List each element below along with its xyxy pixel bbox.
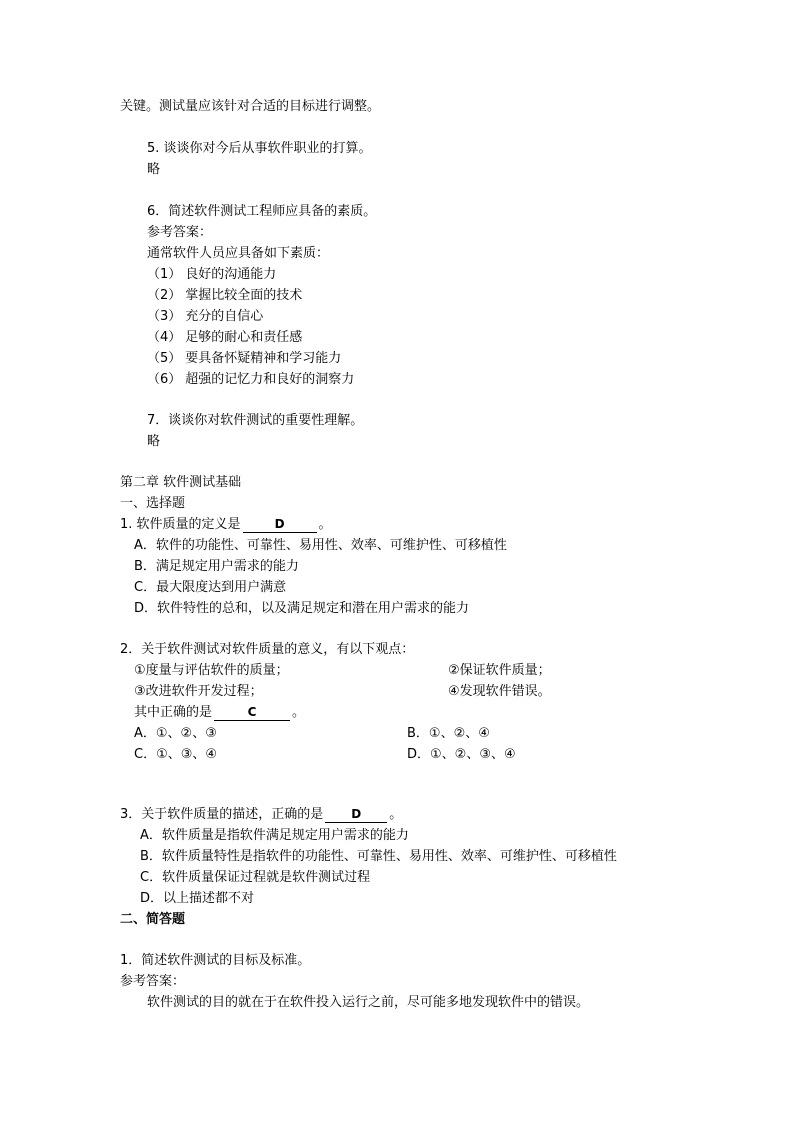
mc2-option-c: C．①、③、④	[134, 747, 218, 762]
mc1-option-a: A．软件的功能性、可靠性、易用性、效率、可维护性、可移植性	[134, 538, 507, 553]
question-5: 5. 谈谈你对今后从事软件职业的打算。	[147, 141, 372, 156]
mc2-answer-blank: C	[214, 705, 290, 721]
quality-item-text: 掌握比较全面的技术	[185, 288, 303, 303]
quality-item-text: 超强的记忆力和良好的洞察力	[185, 372, 355, 387]
question-6-ref-label: 参考答案：	[147, 225, 213, 240]
chapter-title: 第二章 软件测试基础	[120, 475, 242, 490]
mc3-stem-end: 。	[389, 807, 403, 822]
mc2-viewpoint-4: ④发现软件错误。	[448, 684, 551, 699]
quality-item	[147, 308, 263, 326]
mc3-answer-blank: D	[325, 807, 387, 823]
mc2-viewpoint-1: ①度量与评估软件的质量；	[134, 663, 289, 678]
mc2-viewpoint-3: ③改进软件开发过程；	[134, 684, 263, 699]
mc1-stem-text: 1. 软件质量的定义是	[120, 517, 241, 532]
mc2-option-d: D．①、②、③、④	[407, 747, 516, 762]
quality-item	[147, 266, 276, 284]
mc3-stem-text: 3．关于软件质量的描述，正确的是	[120, 807, 324, 822]
quality-item-text: 充分的自信心	[185, 309, 264, 324]
mc1-stem	[120, 516, 332, 534]
mc3-option-a: A．软件质量是指软件满足规定用户需求的能力	[140, 828, 409, 843]
question-7: 7．谈谈你对软件测试的重要性理解。	[147, 413, 364, 428]
quality-item	[147, 371, 354, 389]
quality-item-num: （1）	[147, 267, 182, 282]
mc2-question	[134, 704, 305, 722]
quality-item-text: 要具备怀疑精神和学习能力	[185, 351, 342, 366]
mc1-answer-blank: D	[243, 517, 317, 533]
quality-item-num: （3）	[147, 309, 182, 324]
continued-line: 关键。测试量应该针对合适的目标进行调整。	[120, 99, 381, 114]
quality-item	[147, 329, 302, 347]
quality-item	[147, 350, 341, 368]
mc3-option-b: B．软件质量特性是指软件的功能性、可靠性、易用性、效率、可维护性、可移植性	[140, 849, 617, 864]
quality-item	[147, 287, 302, 305]
mc3-option-c: C．软件质量保证过程就是软件测试过程	[140, 870, 371, 885]
question-7-answer: 略	[147, 434, 161, 449]
mc2-option-b: B．①、②、④	[407, 726, 490, 741]
mc1-option-d: D．软件特性的总和，以及满足规定和潜在用户需求的能力	[134, 601, 470, 616]
quality-item-num: （4）	[147, 330, 182, 345]
short-answer-1-text: 软件测试的目的就在于在软件投入运行之前，尽可能多地发现软件中的错误。	[147, 995, 590, 1010]
mc1-stem-end: 。	[318, 517, 332, 532]
mc2-stem: 2．关于软件测试对软件质量的意义，有以下观点：	[120, 642, 415, 657]
question-6: 6．简述软件测试工程师应具备的素质。	[147, 204, 377, 219]
question-6-intro: 通常软件人员应具备如下素质：	[147, 246, 330, 261]
quality-item-text: 足够的耐心和责任感	[185, 330, 303, 345]
quality-item-text: 良好的沟通能力	[185, 267, 277, 282]
mc2-viewpoint-2: ②保证软件质量；	[448, 663, 551, 678]
mc3-option-d: D．以上描述都不对	[140, 891, 255, 906]
mc2-question-text: 其中正确的是	[134, 705, 213, 720]
mc2-question-end: 。	[292, 705, 306, 720]
question-5-answer: 略	[147, 162, 161, 177]
mc1-option-b: B．满足规定用户需求的能力	[134, 559, 299, 574]
section-short-answer-heading: 二、简答题	[120, 912, 186, 927]
mc1-option-c: C．最大限度达到用户满意	[134, 580, 287, 595]
short-answer-1: 1．简述软件测试的目标及标准。	[120, 953, 311, 968]
section-choice-heading: 一、选择题	[120, 496, 186, 511]
mc2-option-a: A．①、②、③	[134, 726, 217, 741]
mc3-stem	[120, 806, 402, 824]
quality-item-num: （6）	[147, 372, 182, 387]
short-answer-1-ref-label: 参考答案：	[120, 974, 186, 989]
quality-item-num: （5）	[147, 351, 182, 366]
quality-item-num: （2）	[147, 288, 182, 303]
